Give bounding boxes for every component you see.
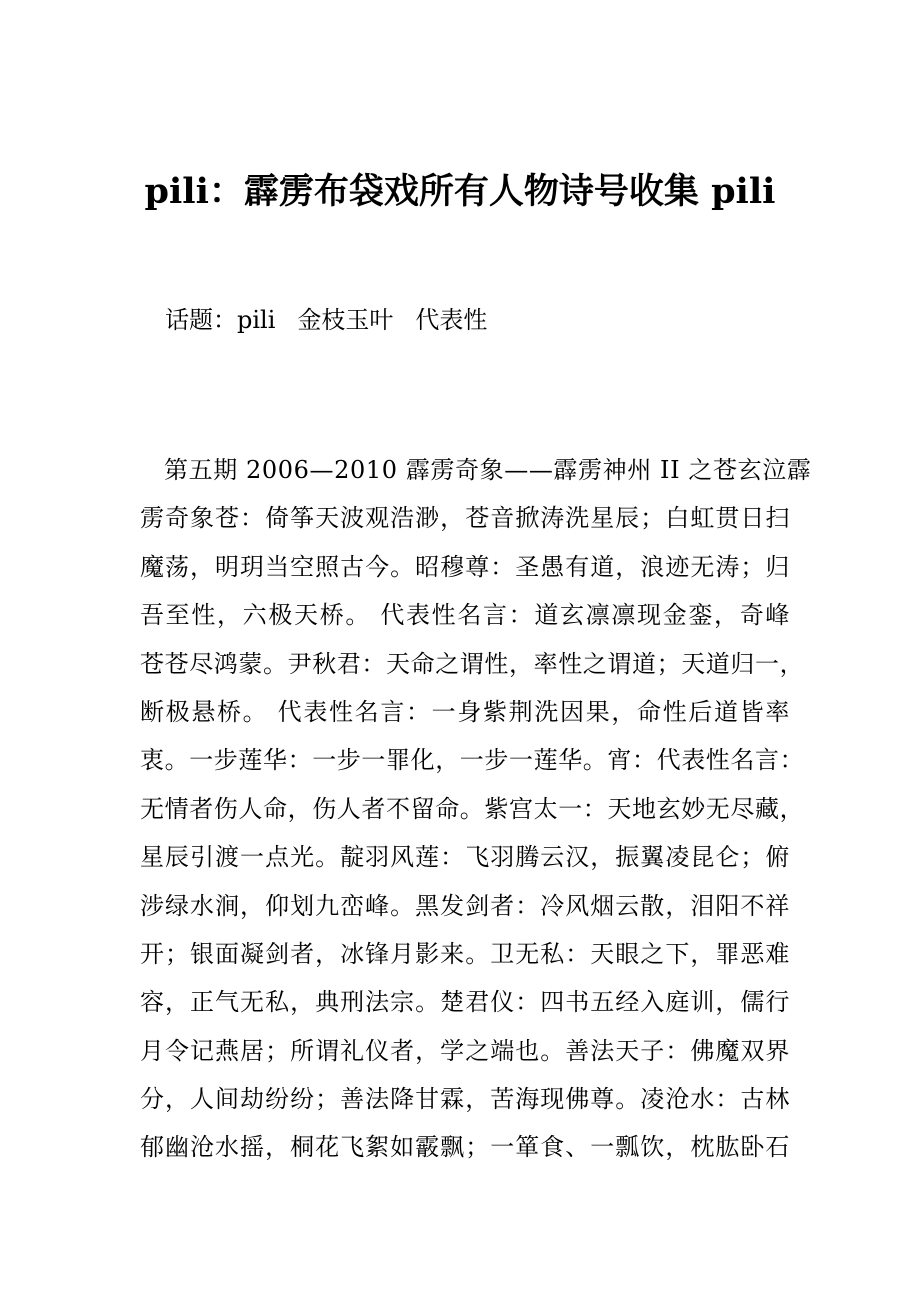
text-line: 星辰引渡一点光。靛羽风莲：飞羽腾云汉，振翼凌昆仑；俯 bbox=[140, 843, 790, 872]
text-line: 苍苍尽鸿蒙。尹秋君：天命之谓性，率性之谓道；天道归一， bbox=[140, 649, 805, 678]
topic-tag: 代表性 bbox=[415, 306, 488, 334]
text-line: 雳奇象苍：倚筝天波观浩渺，苍音掀涛洗星辰；白虹贯日扫 bbox=[140, 504, 790, 533]
text-line: 吾至性，六极天桥。 代表性名言：道玄凛凛现金銮，奇峰 bbox=[140, 601, 790, 630]
text-line: 无情者伤人命，伤人者不留命。紫宫太一：天地玄妙无尽藏， bbox=[140, 794, 805, 823]
topics-line bbox=[165, 300, 487, 340]
text-line: 月令记燕居；所谓礼仪者，学之端也。善法天子：佛魔双界 bbox=[140, 1036, 790, 1065]
text-line: 涉绿水涧，仰划九峦峰。黑发剑者：冷风烟云散，泪阳不祥 bbox=[140, 891, 790, 920]
text-line: 断极悬桥。 代表性名言：一身紫荆洗因果，命性后道皆率 bbox=[140, 697, 790, 726]
topic-tag: pili bbox=[237, 306, 276, 334]
text-line: 魔荡，明玥当空照古今。昭穆尊：圣愚有道，浪迹无涛；归 bbox=[140, 552, 790, 581]
text-line: 郁幽沧水摇，桐花飞絮如霰飘；一箪食、一瓢饮，枕肱卧石 bbox=[140, 1133, 790, 1162]
text-line: 分，人间劫纷纷；善法降甘霖，苦海现佛尊。凌沧水：古林 bbox=[140, 1085, 790, 1114]
document-title: pili：霹雳布袋戏所有人物诗号收集 pili bbox=[144, 171, 776, 212]
text-line: 开；银面凝剑者，冰锋月影来。卫无私：天眼之下，罪恶难 bbox=[140, 939, 790, 968]
body-paragraph bbox=[140, 446, 812, 1172]
topic-tag: 金枝玉叶 bbox=[297, 306, 394, 334]
text-line: 第五期 2006—2010 霹雳奇象——霹雳神州 II 之苍玄泣霹 bbox=[164, 456, 812, 484]
topics-prefix: 话题： bbox=[165, 306, 237, 334]
text-line: 容，正气无私，典刑法宗。楚君仪：四书五经入庭训，儒行 bbox=[140, 988, 790, 1017]
text-line: 衷。一步莲华：一步一罪化，一步一莲华。宵：代表性名言： bbox=[140, 746, 805, 775]
